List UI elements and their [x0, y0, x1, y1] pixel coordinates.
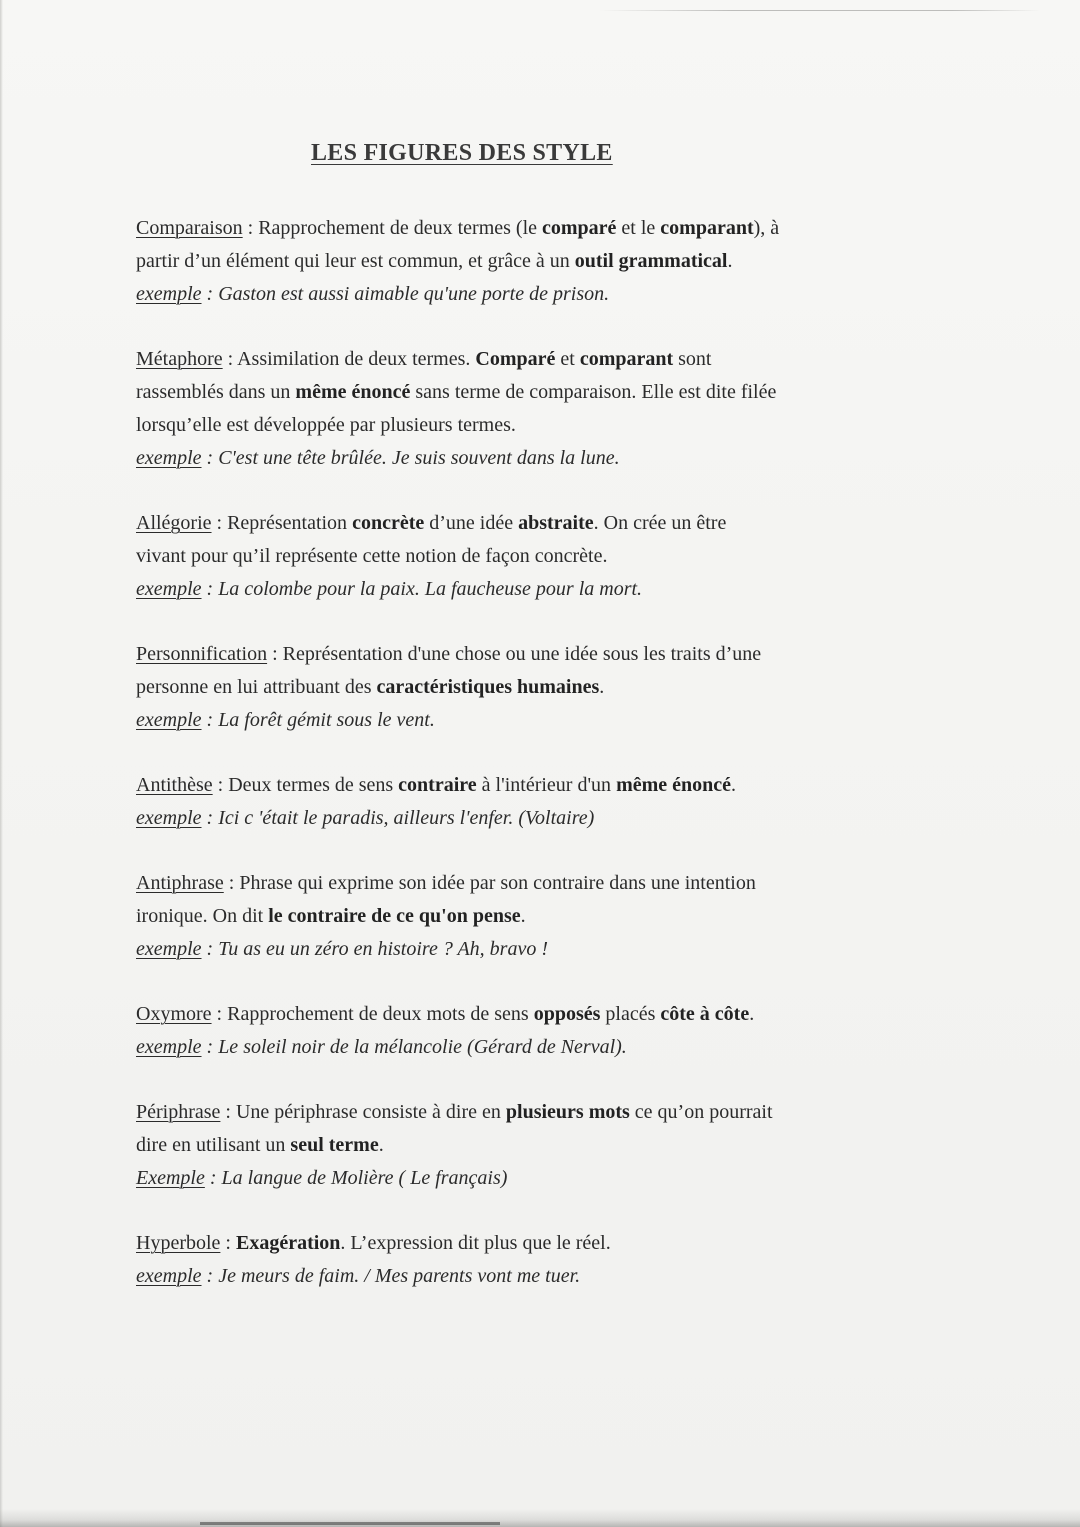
example-line	[136, 278, 956, 311]
definition-text: personne en lui attribuant des	[136, 676, 377, 698]
definition-text: . L’expression dit plus que le réel.	[340, 1232, 611, 1254]
definition-keyword: comparant	[660, 217, 754, 239]
figure-term: Oxymore	[136, 1003, 212, 1025]
definition-text: .	[749, 1003, 755, 1025]
figure-entry	[136, 638, 956, 737]
definition-line	[136, 1129, 956, 1162]
figure-term: Antithèse	[136, 774, 213, 796]
definition-line	[136, 867, 956, 900]
definition-line	[136, 1096, 956, 1129]
example-separator: :	[201, 1036, 219, 1058]
example-separator: :	[201, 578, 219, 600]
definition-keyword: concrète	[352, 512, 425, 534]
example-line	[136, 1162, 956, 1195]
definition-text: lorsqu’elle est développée par plusieurs termes.	[136, 414, 516, 436]
example-line	[136, 1260, 956, 1293]
definition-keyword: outil grammatical	[574, 250, 728, 272]
definition-line	[136, 900, 956, 933]
term-separator: :	[212, 774, 229, 796]
definition-line	[136, 507, 956, 540]
definition-text: à l'intérieur d'un	[476, 774, 617, 796]
example-separator: :	[201, 709, 219, 731]
example-text: La colombe pour la paix. La faucheuse pour la mort.	[218, 578, 643, 600]
example-separator: :	[201, 938, 219, 960]
definition-text: .	[378, 1134, 384, 1156]
term-separator: :	[220, 1101, 236, 1123]
paper-bottom-edge	[0, 1509, 1080, 1527]
definition-line	[136, 1227, 956, 1260]
example-label: exemple	[136, 1265, 202, 1287]
paper-bottom-shadow	[200, 1522, 500, 1525]
definition-text: ), à	[753, 217, 780, 239]
figure-term: Comparaison	[136, 217, 243, 239]
definition-text: .	[731, 774, 737, 796]
definition-keyword: abstraite	[518, 512, 594, 534]
figure-entry	[136, 1227, 956, 1293]
definition-line	[136, 245, 956, 278]
example-line	[136, 704, 956, 737]
definition-text: .	[599, 676, 605, 698]
figure-term: Antiphrase	[136, 872, 224, 894]
definition-text: dire en utilisant un	[136, 1134, 291, 1156]
example-line	[136, 573, 956, 606]
example-separator: :	[201, 283, 219, 305]
example-line	[136, 802, 956, 835]
figures-list	[136, 212, 956, 1325]
definition-keyword: même énoncé	[616, 774, 732, 796]
figure-entry	[136, 343, 956, 475]
definition-text: Deux termes de sens	[228, 774, 399, 796]
definition-line	[136, 376, 956, 409]
definition-text: et le	[616, 217, 661, 239]
definition-text: Représentation	[227, 512, 353, 534]
example-text: La forêt gémit sous le vent.	[218, 709, 435, 731]
definition-text: Assimilation de deux termes.	[237, 348, 476, 370]
example-separator: :	[201, 447, 219, 469]
example-text: Tu as eu un zéro en histoire ? Ah, bravo !	[218, 938, 548, 960]
figure-entry	[136, 769, 956, 835]
definition-keyword: caractéristiques humaines	[376, 676, 600, 698]
figure-term: Allégorie	[136, 512, 212, 534]
definition-text: .	[520, 905, 526, 927]
definition-line	[136, 540, 956, 573]
definition-line	[136, 343, 956, 376]
example-separator: :	[204, 1167, 222, 1189]
definition-text: rassemblés dans un	[136, 381, 296, 403]
definition-text: placés	[600, 1003, 661, 1025]
figure-entry	[136, 1096, 956, 1195]
example-label: Exemple	[136, 1167, 205, 1189]
definition-keyword: Exagération	[235, 1232, 341, 1254]
definition-text: Une périphrase consiste à dire en	[235, 1101, 506, 1123]
definition-text: sans terme de comparaison. Elle est dite filée	[410, 381, 777, 403]
definition-line	[136, 998, 956, 1031]
term-separator: :	[222, 348, 238, 370]
definition-keyword: côte à côte	[660, 1003, 750, 1025]
definition-text: partir d’un élément qui leur est commun, et grâce à un	[136, 250, 575, 272]
figure-entry	[136, 998, 956, 1064]
definition-keyword: comparant	[579, 348, 674, 370]
example-line	[136, 442, 956, 475]
definition-keyword: le contraire de ce qu'on pense	[268, 905, 521, 927]
definition-keyword: Comparé	[475, 348, 556, 370]
example-text: La langue de Molière ( Le français)	[221, 1167, 508, 1189]
definition-text: Représentation d'une chose ou une idée sous les traits d’une	[282, 643, 762, 665]
definition-keyword: comparé	[542, 217, 617, 239]
term-separator: :	[220, 1232, 236, 1254]
example-text: Le soleil noir de la mélancolie (Gérard de Nerval).	[218, 1036, 627, 1058]
example-separator: :	[201, 1265, 219, 1287]
definition-line	[136, 769, 956, 802]
definition-keyword: seul terme	[290, 1134, 379, 1156]
page-title: LES FIGURES DES STYLE	[311, 140, 613, 166]
definition-keyword: plusieurs mots	[505, 1101, 630, 1123]
example-label: exemple	[136, 1036, 202, 1058]
example-text: Ici c 'était le paradis, ailleurs l'enfer. (Voltaire)	[218, 807, 595, 829]
figure-entry	[136, 867, 956, 966]
example-text: Je meurs de faim. / Mes parents vont me tuer.	[218, 1265, 581, 1287]
figure-term: Périphrase	[136, 1101, 221, 1123]
term-separator: :	[267, 643, 283, 665]
definition-line	[136, 409, 956, 442]
example-text: C'est une tête brûlée. Je suis souvent dans la lune.	[218, 447, 620, 469]
definition-keyword: opposés	[533, 1003, 601, 1025]
example-label: exemple	[136, 447, 202, 469]
paper-top-edge	[600, 10, 1040, 11]
definition-text: sont	[673, 348, 712, 370]
term-separator: :	[211, 512, 228, 534]
example-line	[136, 1031, 956, 1064]
definition-text: . On crée un être	[593, 512, 727, 534]
example-label: exemple	[136, 807, 202, 829]
definition-keyword: contraire	[398, 774, 477, 796]
example-label: exemple	[136, 578, 202, 600]
term-separator: :	[242, 217, 259, 239]
definition-text: .	[727, 250, 733, 272]
definition-text: et	[555, 348, 580, 370]
example-line	[136, 933, 956, 966]
figure-term: Métaphore	[136, 348, 223, 370]
definition-line	[136, 671, 956, 704]
figure-term: Hyperbole	[136, 1232, 221, 1254]
definition-keyword: même énoncé	[295, 381, 411, 403]
definition-text: d’une idée	[424, 512, 519, 534]
definition-text: ironique. On dit	[136, 905, 269, 927]
example-text: Gaston est aussi aimable qu'une porte de prison.	[218, 283, 610, 305]
definition-line	[136, 212, 956, 245]
definition-text: vivant pour qu’il représente cette notion de façon concrète.	[136, 545, 608, 567]
example-label: exemple	[136, 709, 202, 731]
figure-entry	[136, 212, 956, 311]
term-separator: :	[211, 1003, 228, 1025]
paper-left-edge	[0, 0, 3, 1527]
definition-text: ce qu’on pourrait	[629, 1101, 773, 1123]
definition-text: Phrase qui exprime son idée par son contraire dans une intention	[239, 872, 756, 894]
figure-entry	[136, 507, 956, 606]
definition-text: Rapprochement de deux termes (le	[258, 217, 542, 239]
example-separator: :	[201, 807, 219, 829]
example-label: exemple	[136, 283, 202, 305]
example-label: exemple	[136, 938, 202, 960]
definition-text: Rapprochement de deux mots de sens	[227, 1003, 534, 1025]
definition-line	[136, 638, 956, 671]
term-separator: :	[223, 872, 240, 894]
figure-term: Personnification	[136, 643, 268, 665]
